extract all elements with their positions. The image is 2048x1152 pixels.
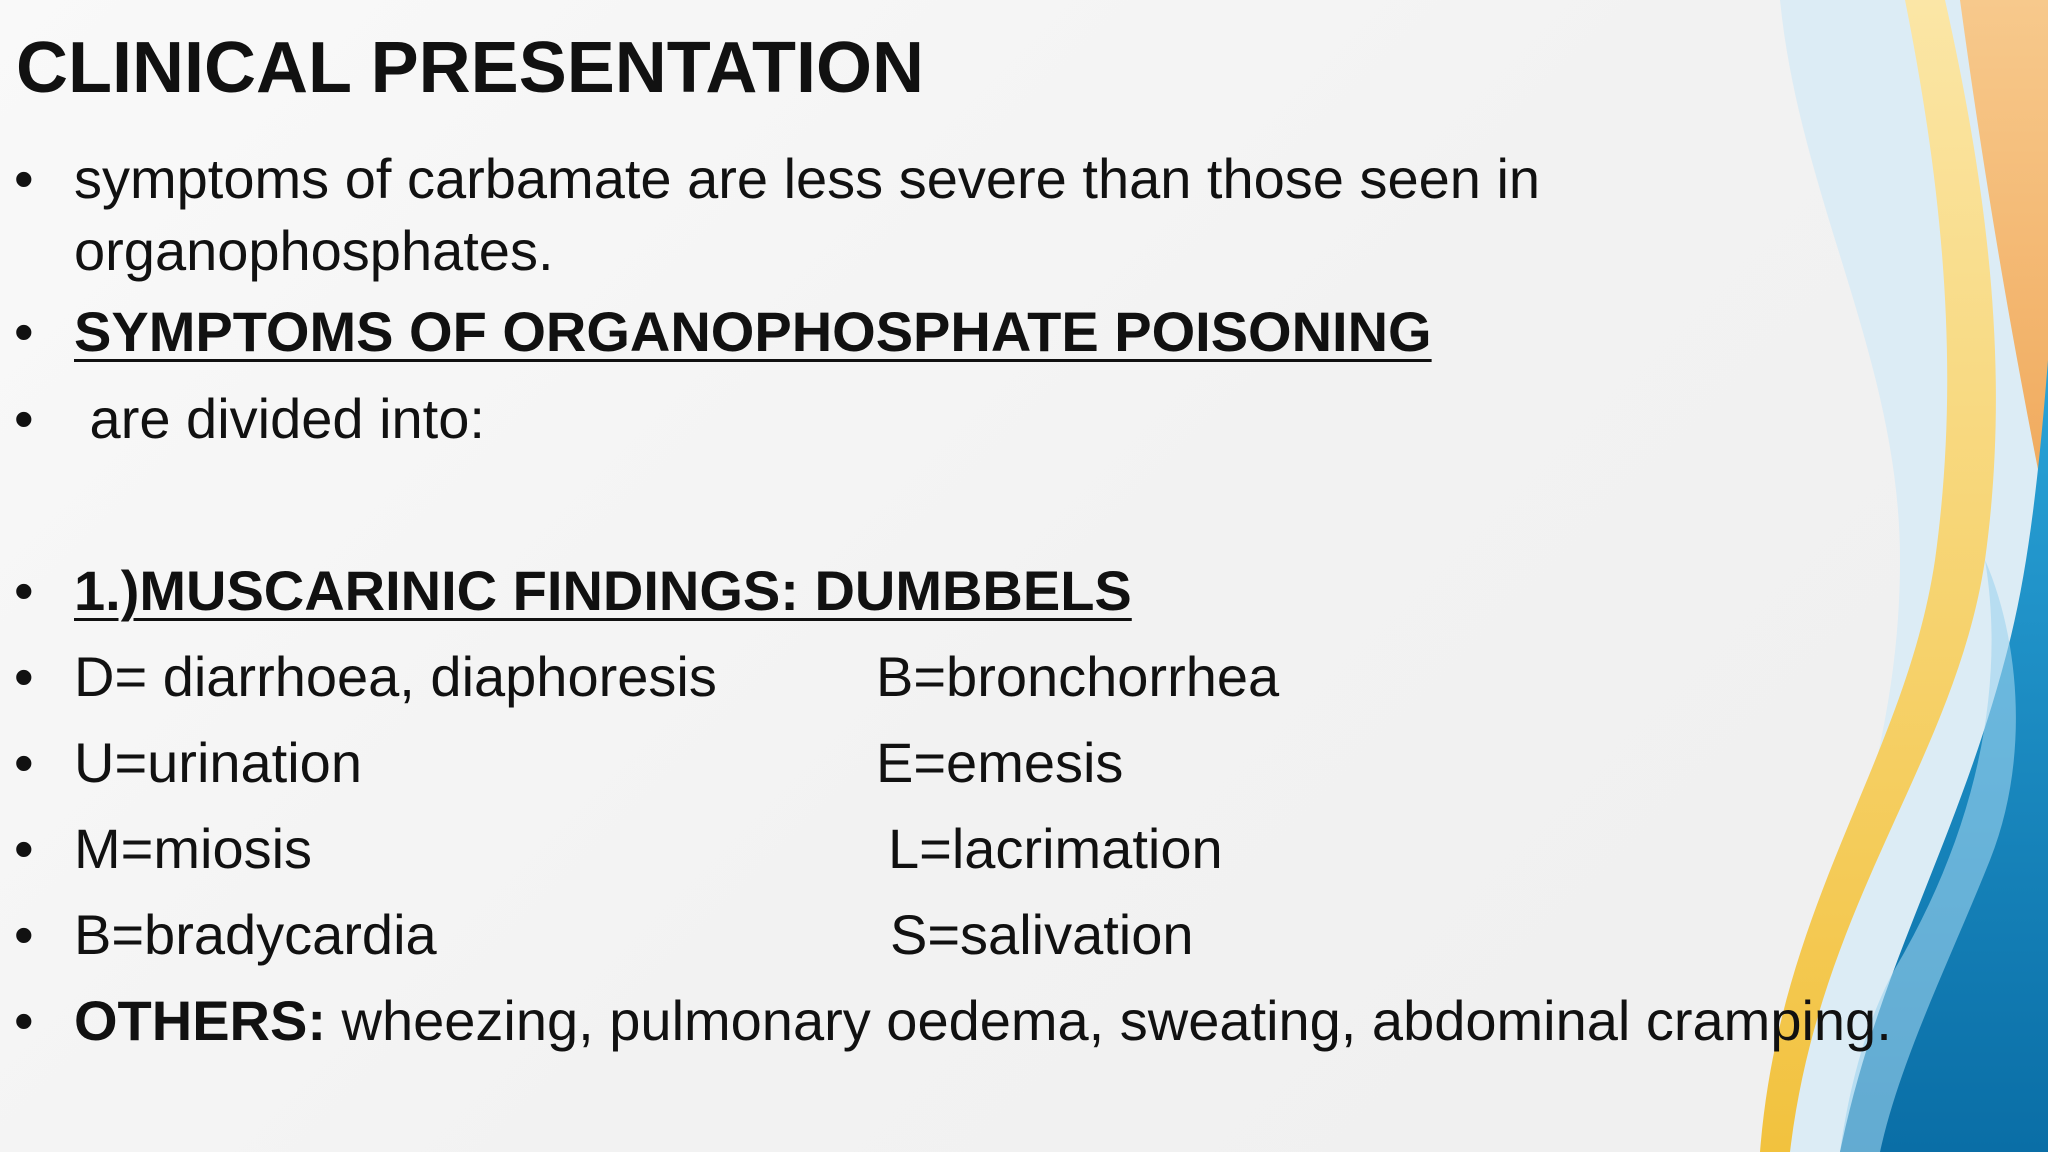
others-line [74,985,1892,1057]
bullet-dot: • [14,387,34,450]
mnemonic-right: B=bronchorrhea [876,645,1280,708]
mnemonic-left: M=miosis [74,817,313,880]
symptoms-heading: SYMPTOMS OF ORGANOPHOSPHATE POISONING [74,300,1432,363]
intro-line-2: organophosphates. [74,219,554,282]
divided-into-text: are divided into: [74,387,485,450]
intro-line-1: symptoms of carbamate are less severe than those seen in [74,147,1541,210]
mnemonic-right: L=lacrimation [888,817,1223,880]
mnemonic-right: S=salivation [890,903,1194,966]
bullet-dot: • [14,300,34,363]
bullet-dot: • [14,989,34,1052]
mnemonic-right: E=emesis [876,731,1124,794]
bullet-dot: • [14,147,34,210]
bullet-dot: • [14,731,34,794]
bullet-dot: • [14,817,34,880]
bullet-dot: • [14,559,34,622]
bullet-dot: • [14,903,34,966]
others-label: OTHERS: [74,989,326,1052]
others-text: wheezing, pulmonary oedema, sweating, abdominal cramping. [326,989,1892,1052]
bullet-dot: • [14,645,34,708]
muscarinic-heading: 1.)MUSCARINIC FINDINGS: DUMBBELS [74,559,1132,622]
mnemonic-left: D= diarrhoea, diaphoresis [74,645,717,708]
slide-title: CLINICAL PRESENTATION [16,28,925,108]
mnemonic-left: U=urination [74,731,362,794]
mnemonic-left: B=bradycardia [74,903,437,966]
